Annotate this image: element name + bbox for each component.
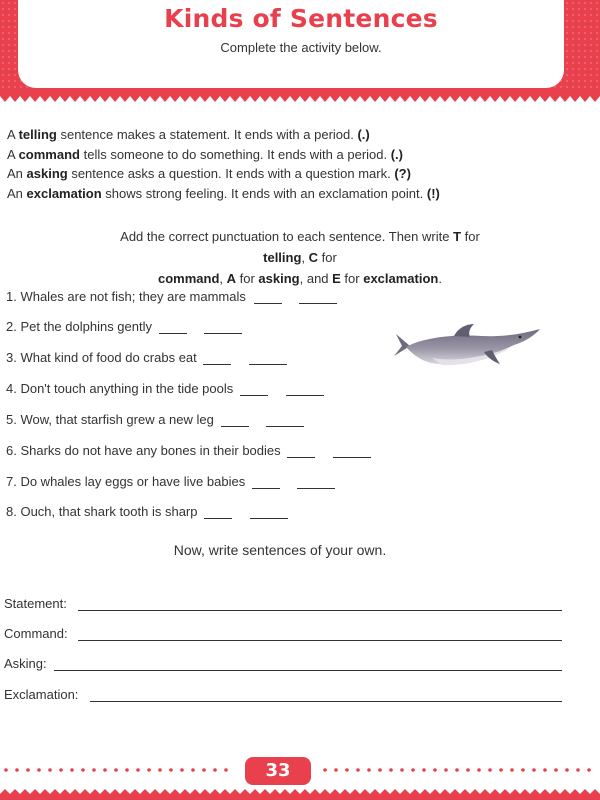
footer-dot (521, 768, 525, 772)
footer-dot (92, 768, 96, 772)
activity-instruction: Add the correct punctuation to each sentence. Then write T for telling, C for command, A for asking, and E for exclamation. (120, 229, 480, 286)
type-blank[interactable] (333, 443, 371, 458)
type-blank[interactable] (297, 474, 335, 489)
exclamation-write-line[interactable] (90, 701, 562, 702)
footer-dot (114, 768, 118, 772)
footer-dot (488, 768, 492, 772)
footer-dot (400, 768, 404, 772)
footer-dot (147, 768, 151, 772)
sentence-item-1 (6, 289, 337, 311)
asking-label: Asking: (4, 656, 47, 671)
footer-dot (15, 768, 19, 772)
statement-row (4, 596, 564, 616)
asking-row (4, 656, 564, 676)
type-blank[interactable] (249, 350, 287, 365)
footer-dot (543, 768, 547, 772)
footer-dot (48, 768, 52, 772)
footer-dot (103, 768, 107, 772)
asking-write-line[interactable] (54, 670, 562, 671)
sentence-item-5 (6, 412, 304, 434)
footer-dot (422, 768, 426, 772)
sentence-text: 5. Wow, that starfish grew a new leg (6, 412, 214, 427)
punctuation-blank[interactable] (252, 474, 280, 489)
footer-dot (334, 768, 338, 772)
sentence-text: 6. Sharks do not have any bones in their bodies (6, 443, 281, 458)
exclamation-row (4, 687, 564, 707)
title-card (18, 0, 564, 88)
sentence-item-6 (6, 443, 371, 465)
footer-dot (367, 768, 371, 772)
definition-telling: A telling sentence makes a statement. It ends with a period. (.) (7, 127, 370, 142)
sentence-item-4 (6, 381, 324, 403)
footer-dot (389, 768, 393, 772)
footer-dot (455, 768, 459, 772)
page-title: Kinds of Sentences (164, 4, 438, 33)
footer-dot (59, 768, 63, 772)
command-label: Command: (4, 626, 68, 641)
definitions-list (7, 125, 597, 203)
dolphin-image (392, 318, 547, 384)
sentence-item-2 (6, 319, 242, 341)
footer-dot (345, 768, 349, 772)
sentence-text: 1. Whales are not fish; they are mammals (6, 289, 246, 304)
statement-write-line[interactable] (78, 610, 562, 611)
type-blank[interactable] (266, 412, 304, 427)
punctuation-blank[interactable] (287, 443, 315, 458)
sentence-text: 2. Pet the dolphins gently (6, 319, 152, 334)
footer-dot (26, 768, 30, 772)
sentence-text: 4. Don't touch anything in the tide pools (6, 381, 234, 396)
sentence-text: 7. Do whales lay eggs or have live babies (6, 474, 246, 489)
exclamation-label: Exclamation: (4, 687, 79, 702)
footer-dot (37, 768, 41, 772)
definition-exclamation: An exclamation shows strong feeling. It ends with an exclamation point. (!) (7, 185, 440, 201)
punctuation-blank[interactable] (204, 504, 232, 519)
header-zigzag-border (0, 92, 600, 106)
footer-dot (378, 768, 382, 772)
footer-dot (180, 768, 184, 772)
definition-command: A command tells someone to do something. It ends with a period. (.) (7, 146, 403, 162)
footer-dot (323, 768, 327, 772)
punctuation-blank[interactable] (221, 412, 249, 427)
footer-dot (202, 768, 206, 772)
punctuation-blank[interactable] (203, 350, 231, 365)
footer-dot (576, 768, 580, 772)
footer-dot (4, 768, 8, 772)
footer-dot (565, 768, 569, 772)
footer-dot (532, 768, 536, 772)
footer-dot (587, 768, 591, 772)
footer-dot (136, 768, 140, 772)
footer-dot (125, 768, 129, 772)
footer-dot (81, 768, 85, 772)
statement-label: Statement: (4, 596, 67, 611)
footer-dot (70, 768, 74, 772)
footer-dot (444, 768, 448, 772)
definition-asking: An asking sentence asks a question. It ends with a question mark. (?) (7, 166, 411, 182)
command-write-line[interactable] (78, 640, 562, 641)
footer-dot (433, 768, 437, 772)
header-band (0, 0, 600, 96)
command-row (4, 626, 564, 646)
sentence-text: 8. Ouch, that shark tooth is sharp (6, 504, 198, 519)
punctuation-blank[interactable] (240, 381, 268, 396)
type-blank[interactable] (286, 381, 324, 396)
footer-dot (466, 768, 470, 772)
sentence-item-8 (6, 504, 288, 526)
page-number-badge: 33 (245, 757, 311, 785)
footer-dot (510, 768, 514, 772)
footer-dot (477, 768, 481, 772)
type-blank[interactable] (299, 289, 337, 304)
punctuation-blank[interactable] (254, 289, 282, 304)
footer-zigzag-border (0, 786, 600, 800)
footer-dot (224, 768, 228, 772)
sentence-text: 3. What kind of food do crabs eat (6, 350, 197, 365)
page-subtitle: Complete the activity below. (220, 40, 382, 55)
footer-dot (411, 768, 415, 772)
footer-dot (213, 768, 217, 772)
punctuation-blank[interactable] (159, 319, 187, 334)
own-sentences-title: Now, write sentences of your own. (173, 542, 387, 558)
sentence-item-7 (6, 474, 335, 496)
footer-dot (356, 768, 360, 772)
type-blank[interactable] (250, 504, 288, 519)
footer-dot (554, 768, 558, 772)
footer-dot (499, 768, 503, 772)
footer-dot (191, 768, 195, 772)
sentence-item-3 (6, 350, 287, 372)
footer-dot (169, 768, 173, 772)
footer-dot (158, 768, 162, 772)
type-blank[interactable] (204, 319, 242, 334)
